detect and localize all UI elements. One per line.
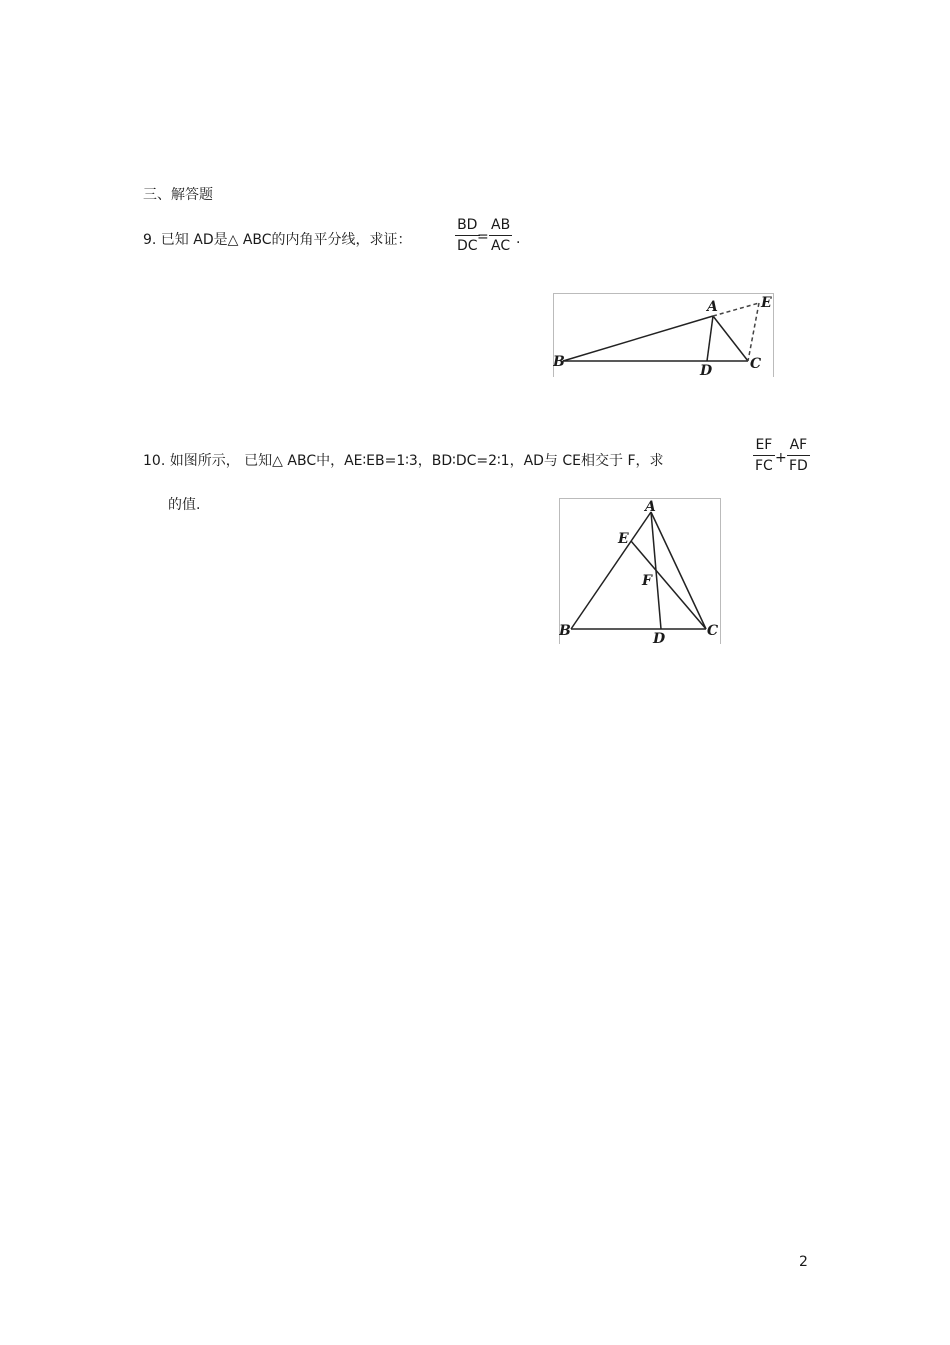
segment-ac: [713, 316, 748, 361]
question-9-text: 9. 已知 AD是△ ABC的内角平分线，求证：: [143, 232, 412, 248]
label-b: B: [559, 623, 571, 639]
label-a: A: [707, 299, 718, 315]
q9-period: .: [516, 231, 521, 247]
segment-ad: [707, 316, 713, 361]
label-c: C: [750, 356, 762, 372]
segment-ec-dashed: [748, 303, 759, 361]
q9-frac2-numerator: AB: [489, 217, 512, 236]
segment-ab: [571, 512, 651, 629]
q10-fraction-ef-fc: [753, 437, 775, 474]
q10-frac1-numerator: EF: [753, 437, 775, 456]
page-number: 2: [799, 1254, 808, 1270]
q9-equals-sign: =: [477, 229, 489, 245]
label-d: D: [700, 363, 713, 377]
q10-plus-sign: +: [775, 450, 787, 466]
q9-frac2-denominator: AC: [491, 238, 511, 254]
segment-ba: [563, 316, 713, 361]
label-a: A: [645, 499, 656, 515]
figure-triangle-cevians: [559, 498, 721, 644]
label-e: E: [761, 295, 772, 311]
label-c: C: [707, 623, 719, 639]
q9-frac1-numerator: BD: [455, 217, 480, 236]
segment-ae-dashed: [713, 303, 759, 316]
figure-2-svg: [559, 498, 721, 644]
figure-triangle-abc-bisector: [553, 293, 774, 377]
q10-frac1-denominator: FC: [755, 458, 773, 474]
q10-frac2-denominator: FD: [789, 458, 808, 474]
q9-frac1-denominator: DC: [457, 238, 478, 254]
q10-fraction-af-fd: [787, 437, 810, 474]
label-f: F: [642, 573, 652, 589]
label-d: D: [653, 631, 666, 644]
label-b: B: [553, 354, 565, 370]
q9-fraction-bd-dc: [455, 217, 480, 254]
label-e: E: [618, 531, 629, 547]
q10-frac2-numerator: AF: [787, 437, 810, 456]
question-10-tail: 的值.: [168, 497, 201, 513]
q9-fraction-ab-ac: [489, 217, 512, 254]
question-10-text: 10. 如图所示， 已知△ ABC中，AE∶EB=1∶3，BD∶DC=2∶1，AD与 CE相交于 F，求: [143, 453, 664, 469]
figure-1-svg: [553, 293, 774, 377]
section-heading: 三、解答题: [143, 187, 213, 203]
